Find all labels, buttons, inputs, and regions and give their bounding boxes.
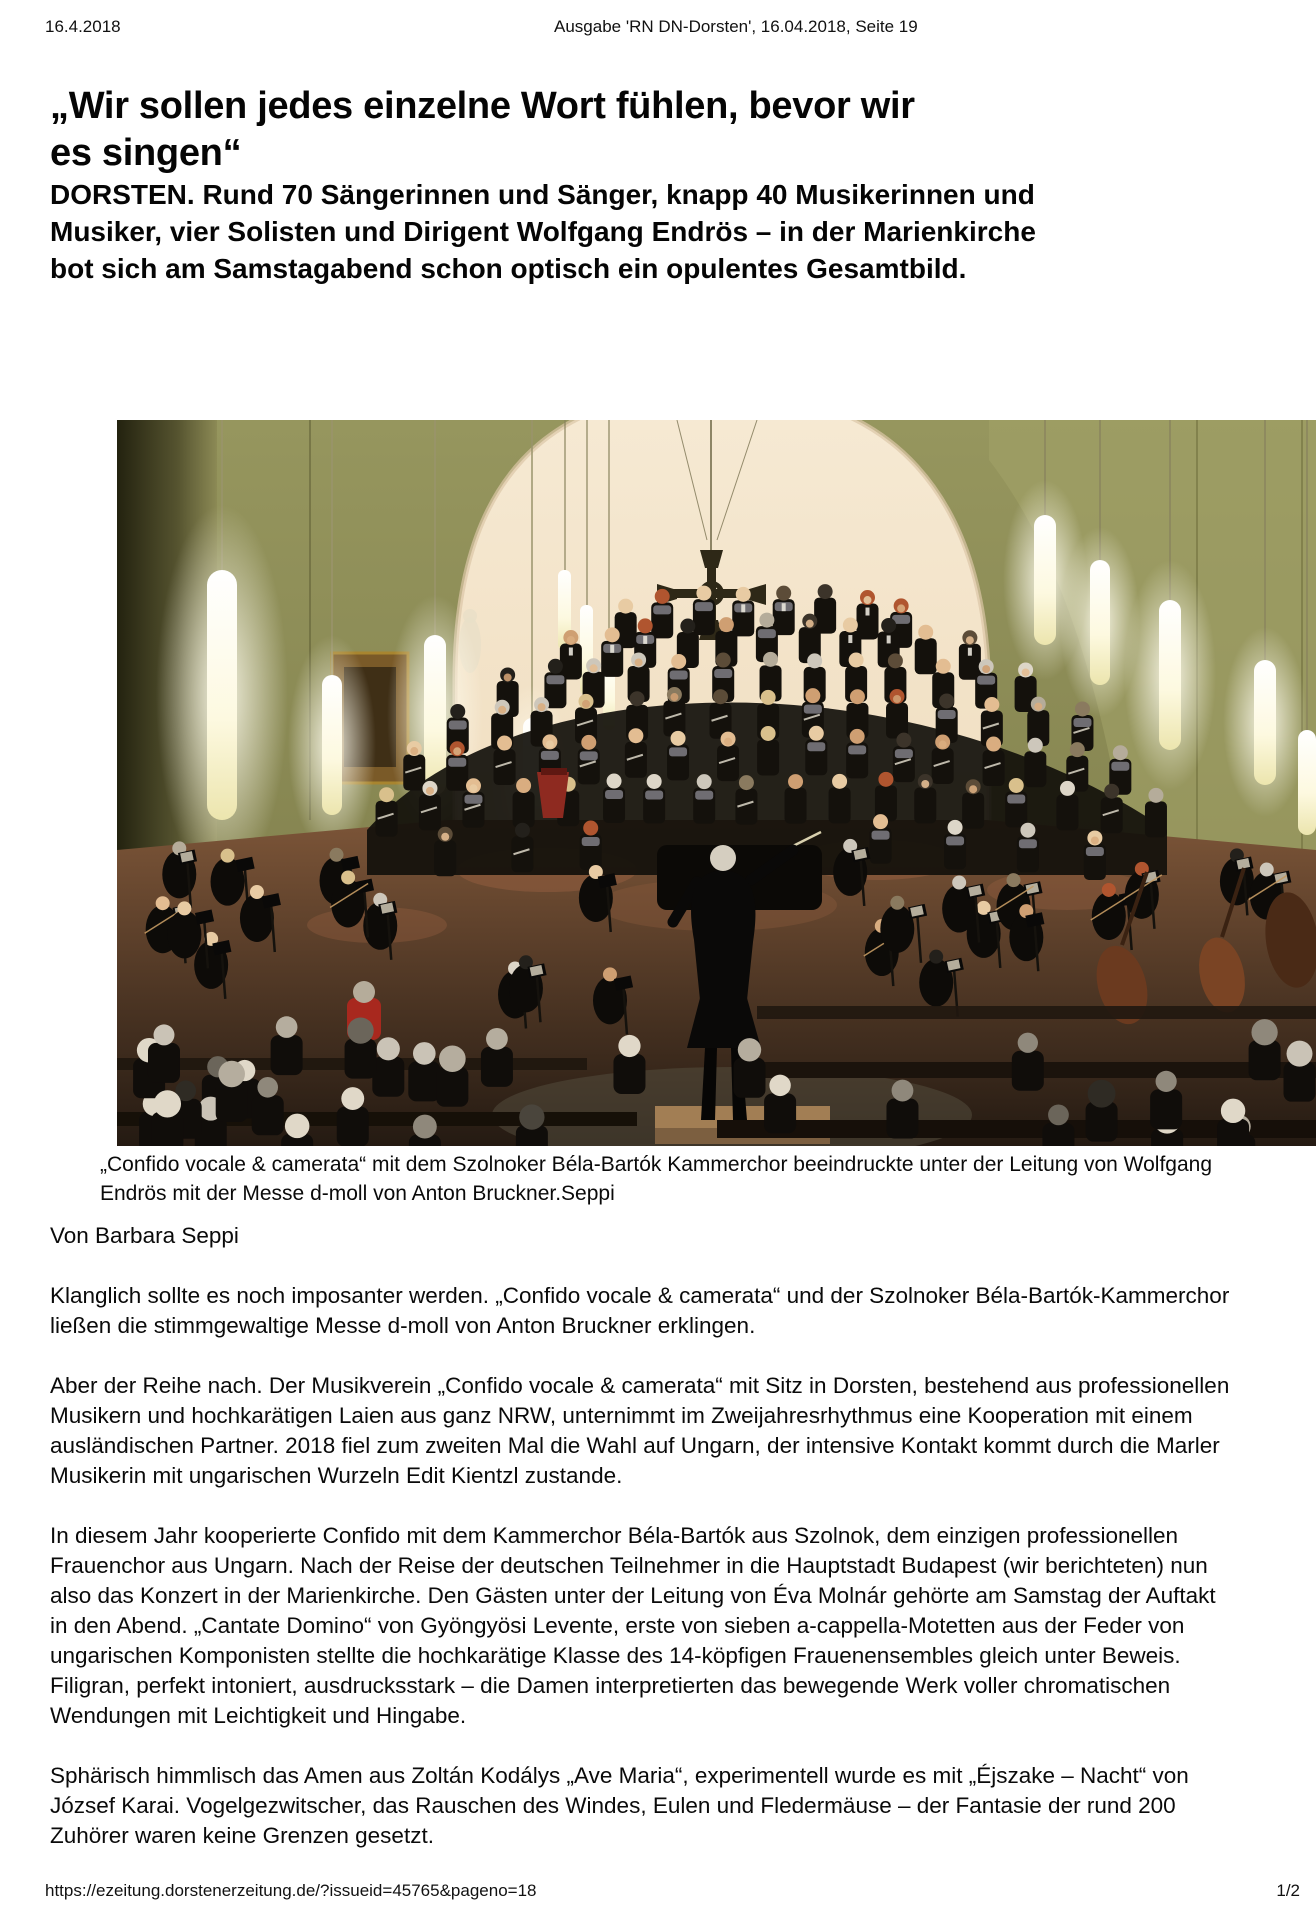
article-body — [50, 1221, 1230, 1881]
article-paragraph: Aber der Reihe nach. Der Musikverein „Confido vocale & camerata“ mit Sitz in Dorsten, bestehend aus professionellen Musikern und hochkarätigen Laien aus ganz NRW, unternimmt im Zweijahresrhythmus eine Kooperation mit einem ausländischen Partner. 2018 fiel zum zweiten Mal die Wahl auf Ungarn, der intensive Kontakt kommt durch die Marler Musikerin mit ungarischen Wurzeln Edit Kientzl zustande. — [50, 1373, 1230, 1488]
article-paragraph: Klanglich sollte es noch imposanter werden. „Confido vocale & camerata“ und der Szolnoker Béla-Bartók-Kammerchor ließen die stimmgewaltige Messe d-moll von Anton Bruckner erklingen. — [50, 1283, 1230, 1338]
conductor-head — [710, 845, 736, 871]
headline-line-1: „Wir sollen jedes einzelne Wort fühlen, bevor wir — [50, 85, 915, 128]
header-date: 16.4.2018 — [45, 17, 121, 36]
article-headline — [50, 83, 915, 177]
article-lead: DORSTEN. Rund 70 Sängerinnen und Sänger, knapp 40 Musikerinnen und Musiker, vier Solisten und Dirigent Wolfgang Endrös – in der Marienkirche bot sich am Samstagabend schon optisch ein opulentes Gesamtbild. — [50, 179, 1036, 284]
footer-page-indicator: 1/2 — [1276, 1881, 1300, 1900]
header-edition-title: Ausgabe 'RN DN-Dorsten', 16.04.2018, Seite 19 — [554, 17, 918, 36]
footer-url: https://ezeitung.dorstenerzeitung.de/?issueid=45765&pageno=18 — [45, 1881, 537, 1900]
article-photo — [117, 420, 1316, 1146]
headline-line-2: es singen“ — [50, 132, 242, 175]
article-byline: Von Barbara Seppi — [50, 1223, 239, 1248]
photo-caption: „Confido vocale & camerata“ mit dem Szolnoker Béla-Bartók Kammerchor beeindruckte unter der Leitung von Wolfgang Endrös mit der Messe d-moll von Anton Bruckner.Seppi — [100, 1153, 1212, 1205]
church-concert-photo — [117, 420, 1316, 1146]
article-paragraph: Sphärisch himmlisch das Amen aus Zoltán Kodálys „Ave Maria“, experimentell wurde es mit „Éjszake – Nacht“ von József Karai. Vogelgezwitscher, das Rauschen des Windes, Eulen und Fledermäuse – der Fantasie der rund 200 Zuhörer waren keine Grenzen gesetzt. — [50, 1763, 1189, 1848]
article-paragraph: In diesem Jahr kooperierte Confido mit dem Kammerchor Béla-Bartók aus Szolnok, dem einzigen professionellen Frauenchor aus Ungarn. Nach der Reise der deutschen Teilnehmer in die Hauptstadt Budapest (wir berichteten) nun also das Konzert in der Marienkirche. Den Gästen unter der Leitung von Éva Molnár gehörte am Samstag der Auftakt in den Abend. „Cantate Domino“ von Gyöngyösi Levente, erste von sieben a-cappella-Motetten aus der Feder von ungarischen Komponisten stellte die hochkarätige Klasse des 14-köpfigen Frauenensembles gleich unter Beweis. Filigran, perfekt intoniert, ausdrucksstark – die Damen interpretierten das bewegende Werk voller chromatischen Wendungen mit Leichtigkeit und Hingabe. — [50, 1523, 1216, 1728]
